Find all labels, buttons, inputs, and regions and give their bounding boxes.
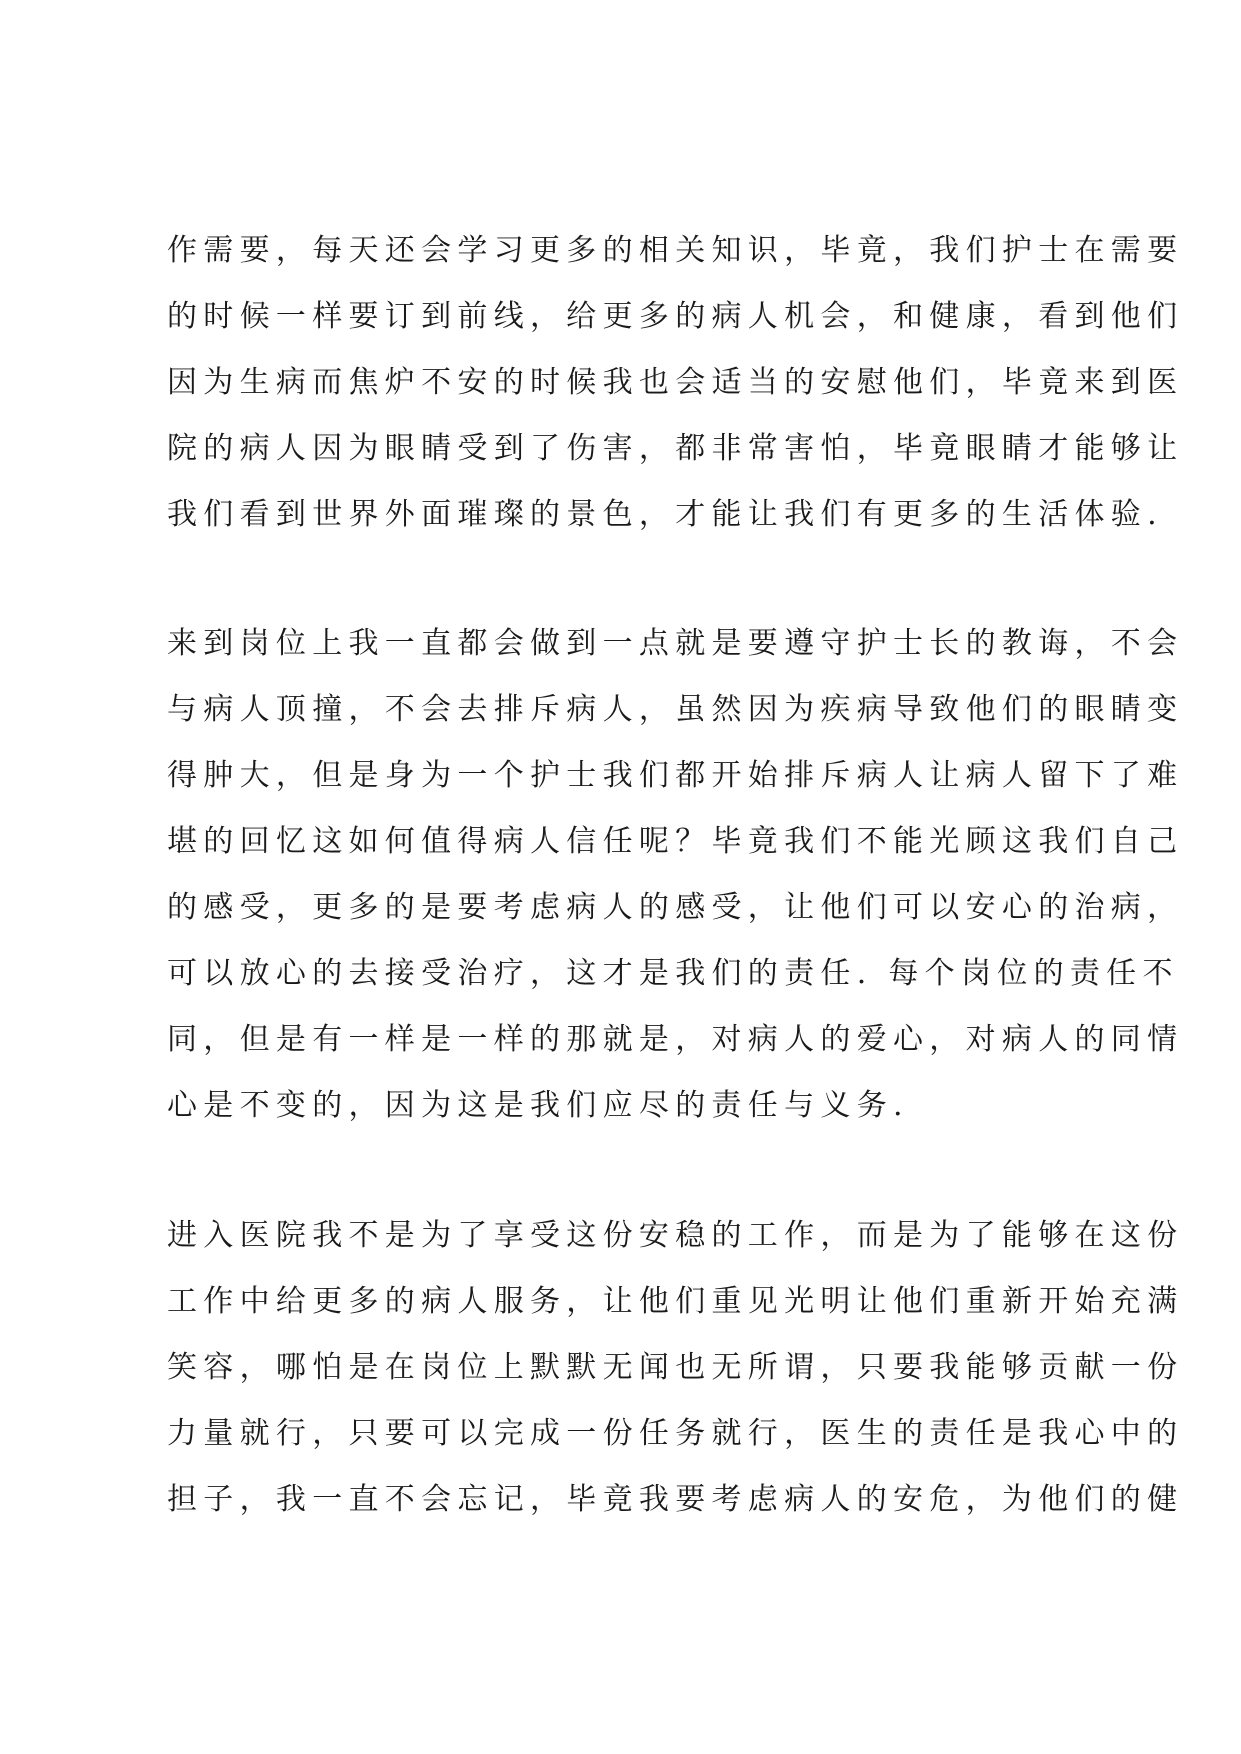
paragraph xyxy=(167,1203,1184,1533)
text-line: 来到岗位上我一直都会做到一点就是要遵守护士长的教诲，不会 xyxy=(167,626,1184,661)
text-line: 的感受，更多的是要考虑病人的感受，让他们可以安心的治病， xyxy=(167,890,1184,925)
text-line: 院的病人因为眼睛受到了伤害，都非常害怕，毕竟眼睛才能够让 xyxy=(167,431,1184,466)
text-line: 与病人顶撞，不会去排斥病人，虽然因为疾病导致他们的眼睛变 xyxy=(167,692,1184,727)
text-line: 力量就行，只要可以完成一份任务就行，医生的责任是我心中的 xyxy=(167,1416,1184,1451)
paragraph xyxy=(167,611,1184,1139)
text-line: 得肿大，但是身为一个护士我们都开始排斥病人让病人留下了难 xyxy=(167,758,1184,793)
text-line: 心是不变的，因为这是我们应尽的责任与义务. xyxy=(167,1088,909,1123)
text-line: 工作中给更多的病人服务，让他们重见光明让他们重新开始充满 xyxy=(167,1284,1184,1319)
text-line: 因为生病而焦炉不安的时候我也会适当的安慰他们，毕竟来到医 xyxy=(167,365,1184,400)
text-line: 我们看到世界外面璀璨的景色，才能让我们有更多的生活体验. xyxy=(167,497,1163,532)
text-line: 笑容，哪怕是在岗位上默默无闻也无所谓，只要我能够贡献一份 xyxy=(167,1350,1184,1385)
text-line: 可以放心的去接受治疗，这才是我们的责任. 每个岗位的责任不 xyxy=(167,956,1179,991)
text-line: 的时候一样要订到前线，给更多的病人机会，和健康，看到他们 xyxy=(167,299,1184,334)
text-line: 担子，我一直不会忘记，毕竟我要考虑病人的安危，为他们的健 xyxy=(167,1482,1184,1517)
text-line: 堪的回忆这如何值得病人信任呢？毕竟我们不能光顾这我们自己 xyxy=(167,824,1184,859)
text-line: 同，但是有一样是一样的那就是，对病人的爱心，对病人的同情 xyxy=(167,1022,1184,1057)
paragraph xyxy=(167,218,1184,548)
text-line: 作需要，每天还会学习更多的相关知识，毕竟，我们护士在需要 xyxy=(167,233,1184,268)
text-line: 进入医院我不是为了享受这份安稳的工作，而是为了能够在这份 xyxy=(167,1218,1184,1253)
